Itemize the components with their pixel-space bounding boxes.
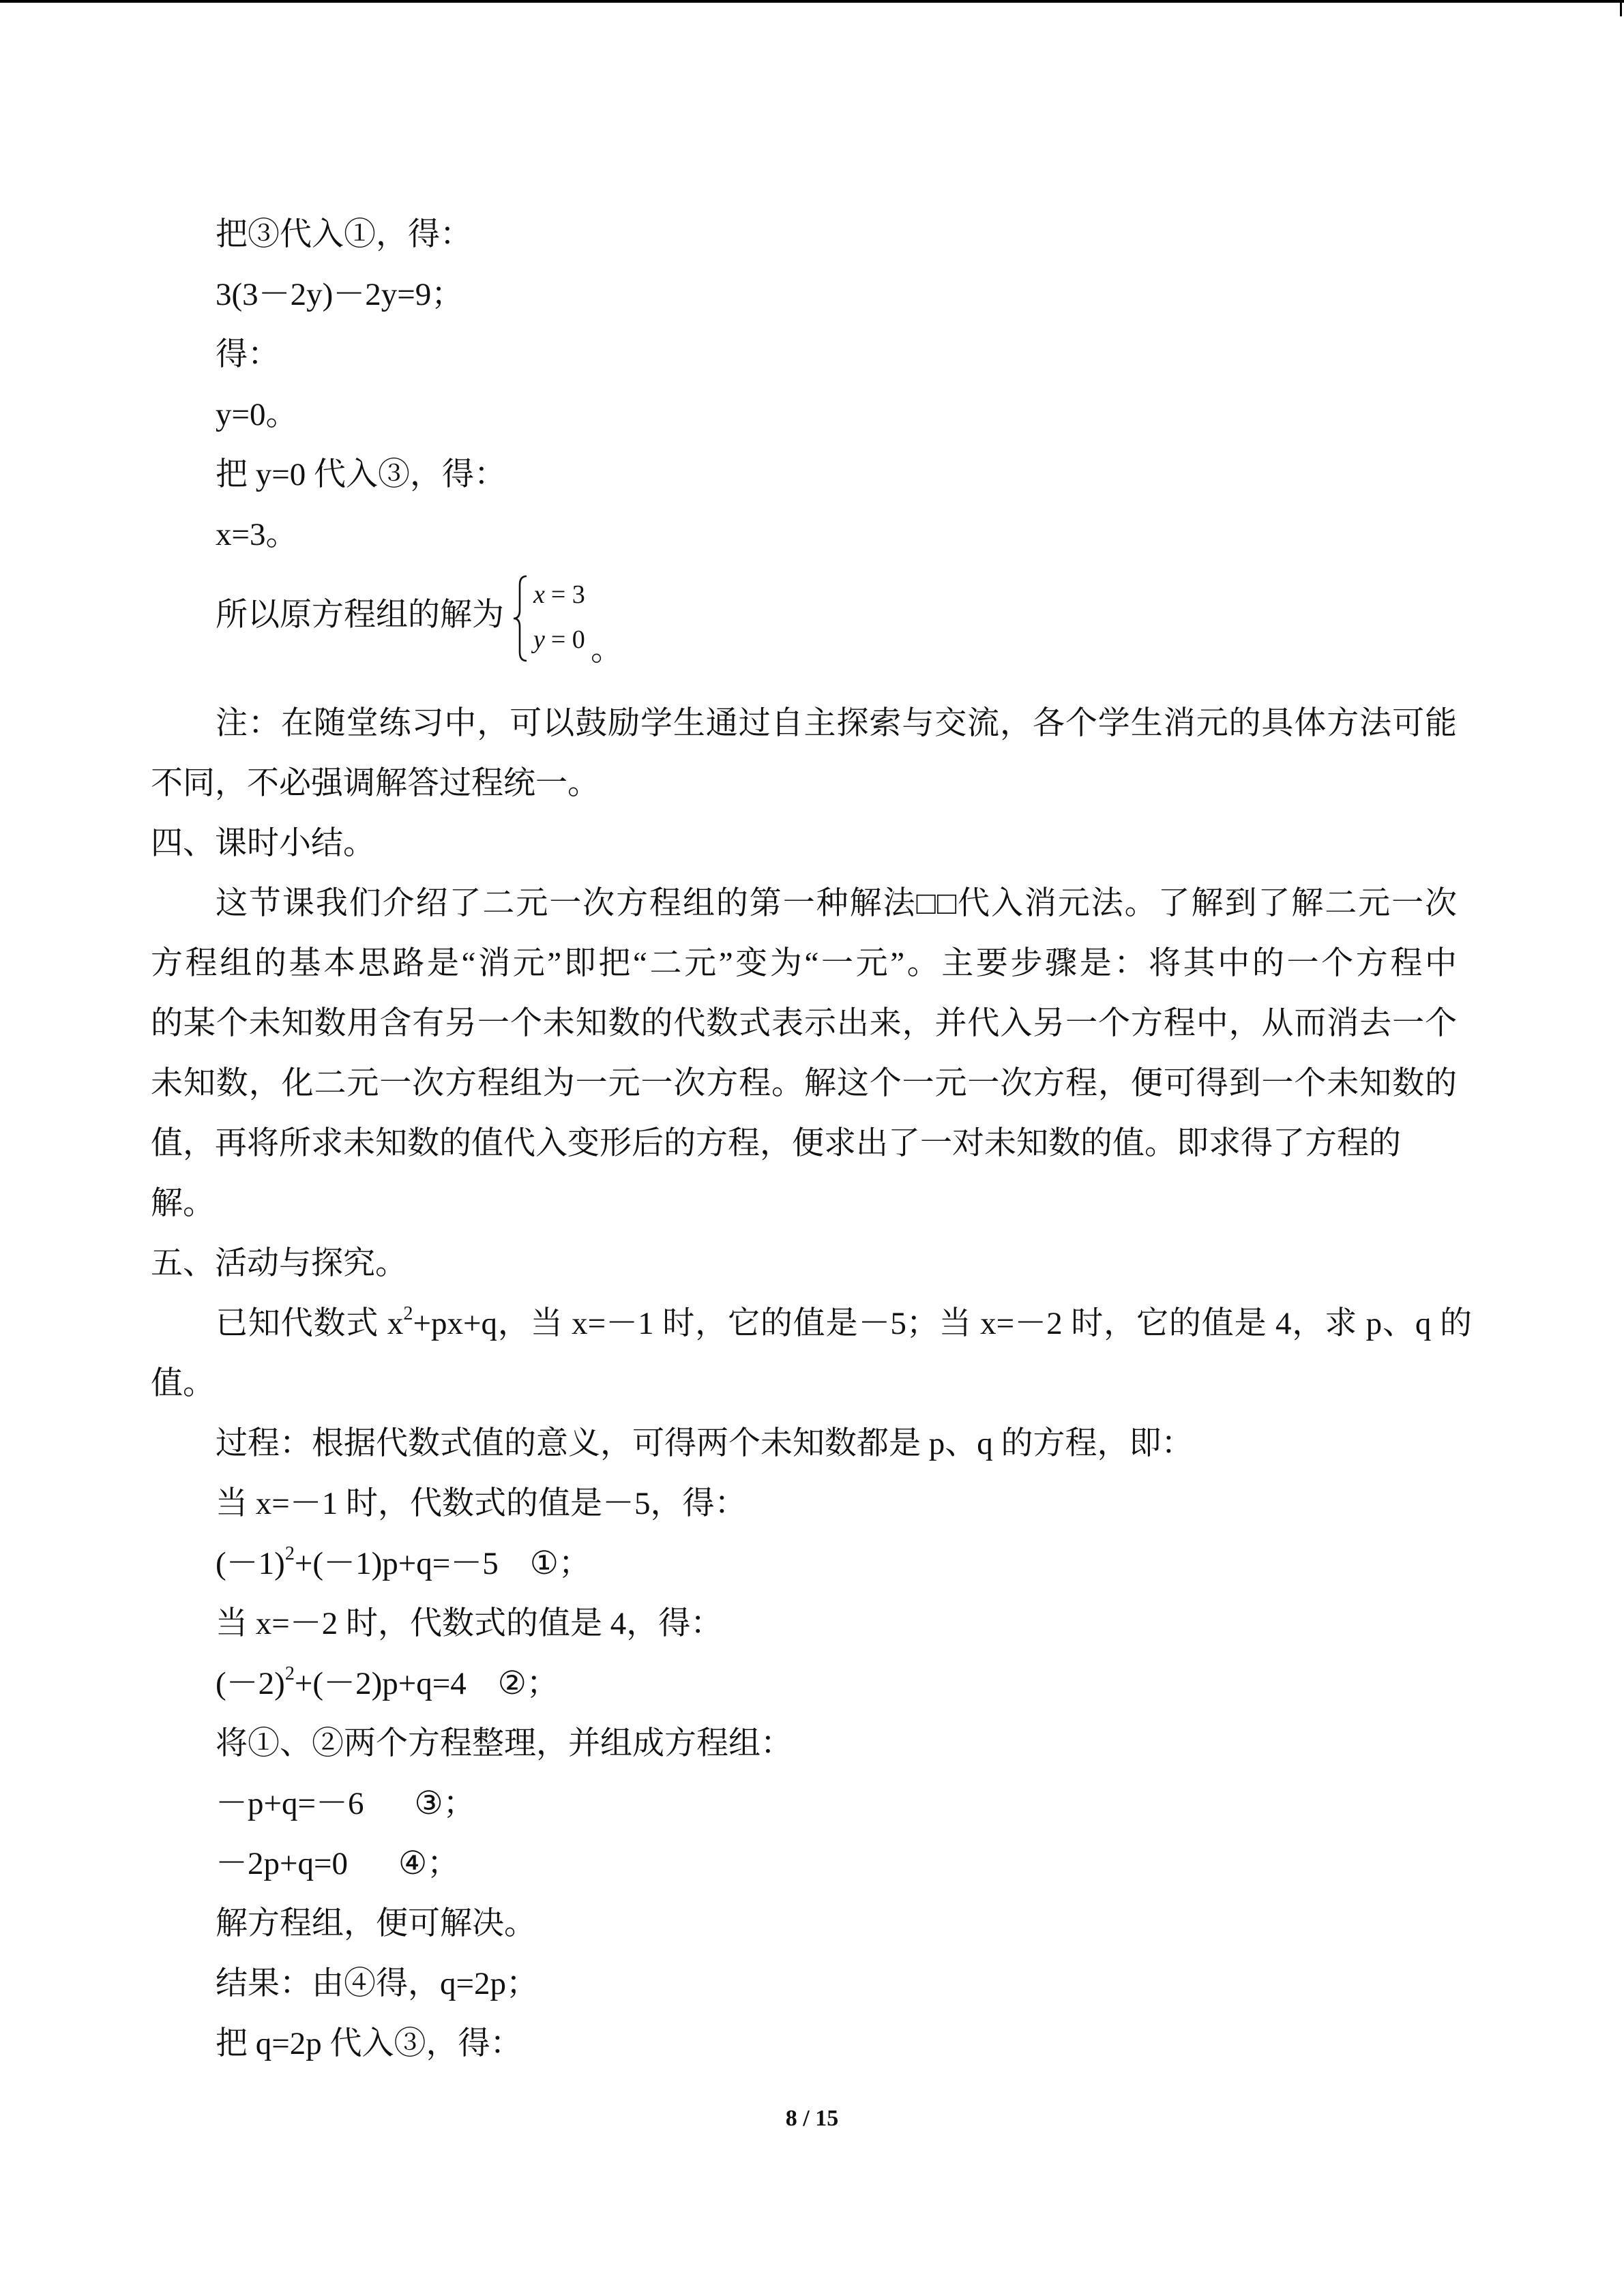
page-number: 8 / 15 (785, 2106, 839, 2131)
variable: y (533, 625, 545, 654)
equation-rest: +(－1)p+q=－5 (294, 1546, 499, 1581)
text-line: 将①、②两个方程整理，并组成方程组： (216, 1726, 793, 1761)
problem-line: 值。 (151, 1366, 215, 1401)
text-line: 把 y=0 代入③，得： (216, 457, 507, 492)
equation-text: －p+q=－6 (216, 1786, 364, 1821)
math-line: x=3。 (216, 517, 298, 552)
paragraph-line: 未知数，化二元一次方程组为一元一次方程。解这个一元一次方程，便可得到一个未知数的 (151, 1066, 1457, 1101)
problem-text: 已知代数式 x (216, 1306, 404, 1341)
text-line: 解方程组，便可解决。 (216, 1906, 536, 1941)
equation-base: (－1) (216, 1546, 285, 1581)
solution-equation-y (533, 625, 585, 655)
text-line: 当 x=－1 时，代数式的值是－5，得： (216, 1486, 747, 1521)
paragraph-line: 解。 (151, 1186, 215, 1221)
equation-text: －2p+q=0 (216, 1846, 349, 1881)
problem-line (151, 1294, 1472, 1354)
solution-equation-x (533, 580, 585, 610)
exponent: 2 (403, 1302, 413, 1324)
paragraph-line: 值，再将所求未知数的值代入变形后的方程，便求出了一对未知数的值。即求得了方程的 (151, 1126, 1401, 1161)
section-heading: 四、课时小结。 (151, 826, 375, 861)
section-heading: 五、活动与探究。 (151, 1246, 407, 1281)
equation-rhs: = 3 (550, 580, 585, 609)
equation-label: ①； (529, 1546, 591, 1581)
text-line: 当 x=－2 时，代数式的值是 4，得： (216, 1606, 723, 1641)
text-line: 结果：由④得，q=2p； (216, 1966, 539, 2001)
equation-label: ③； (414, 1786, 475, 1821)
equation-line (151, 1534, 1457, 1594)
solution-suffix: 。 (591, 632, 623, 668)
paragraph-line: 方程组的基本思路是“消元”即把“二元”变为“一元”。主要步骤是：将其中的一个方程中 (151, 946, 1457, 981)
exponent: 2 (284, 1663, 295, 1684)
note-line: 不同，不必强调解答过程统一。 (151, 766, 600, 801)
text-line: 把 q=2p 代入③，得： (216, 2026, 522, 2061)
equation-label: ②； (497, 1666, 559, 1701)
right-border-line (1620, 0, 1622, 16)
equation-line (151, 1774, 1457, 1834)
text-line: 把③代入①，得： (216, 217, 472, 252)
equation-rhs: = 0 (550, 625, 585, 654)
equation-label: ④； (398, 1846, 460, 1881)
substitution-steps (151, 205, 1457, 565)
equation-base: (－2) (216, 1666, 285, 1701)
paragraph-line: 这节课我们介绍了二元一次方程组的第一种解法□□代入消元法。了解到了解二元一次 (216, 886, 1457, 921)
variable: x (533, 580, 545, 609)
text-line: 过程：根据代数式值的意义，可得两个未知数都是 p、q 的方程，即： (216, 1426, 1194, 1461)
note-line: 注：在随堂练习中，可以鼓励学生通过自主探索与交流，各个学生消元的具体方法可能 (216, 706, 1457, 741)
paragraph-line: 的某个未知数用含有另一个未知数的代数式表示出来，并代入另一个方程中，从而消去一个 (151, 1006, 1457, 1041)
curly-brace (512, 574, 529, 663)
exponent: 2 (284, 1542, 295, 1564)
problem-text: +px+q，当 x=－1 时，它的值是－5；当 x=－2 时，它的值是 4，求 p、q 的 (413, 1306, 1472, 1341)
text-line: 得： (216, 337, 280, 372)
equation-rest: +(－2)p+q=4 (294, 1666, 467, 1701)
equation-line (151, 1654, 1457, 1714)
math-line: 3(3－2y)－2y=9； (216, 277, 464, 312)
main-text (151, 694, 1472, 2074)
equation-line (151, 1834, 1457, 1894)
solution-prefix: 所以原方程组的解为 (216, 597, 504, 633)
top-border-line (0, 0, 1624, 3)
math-line: y=0。 (216, 397, 298, 432)
